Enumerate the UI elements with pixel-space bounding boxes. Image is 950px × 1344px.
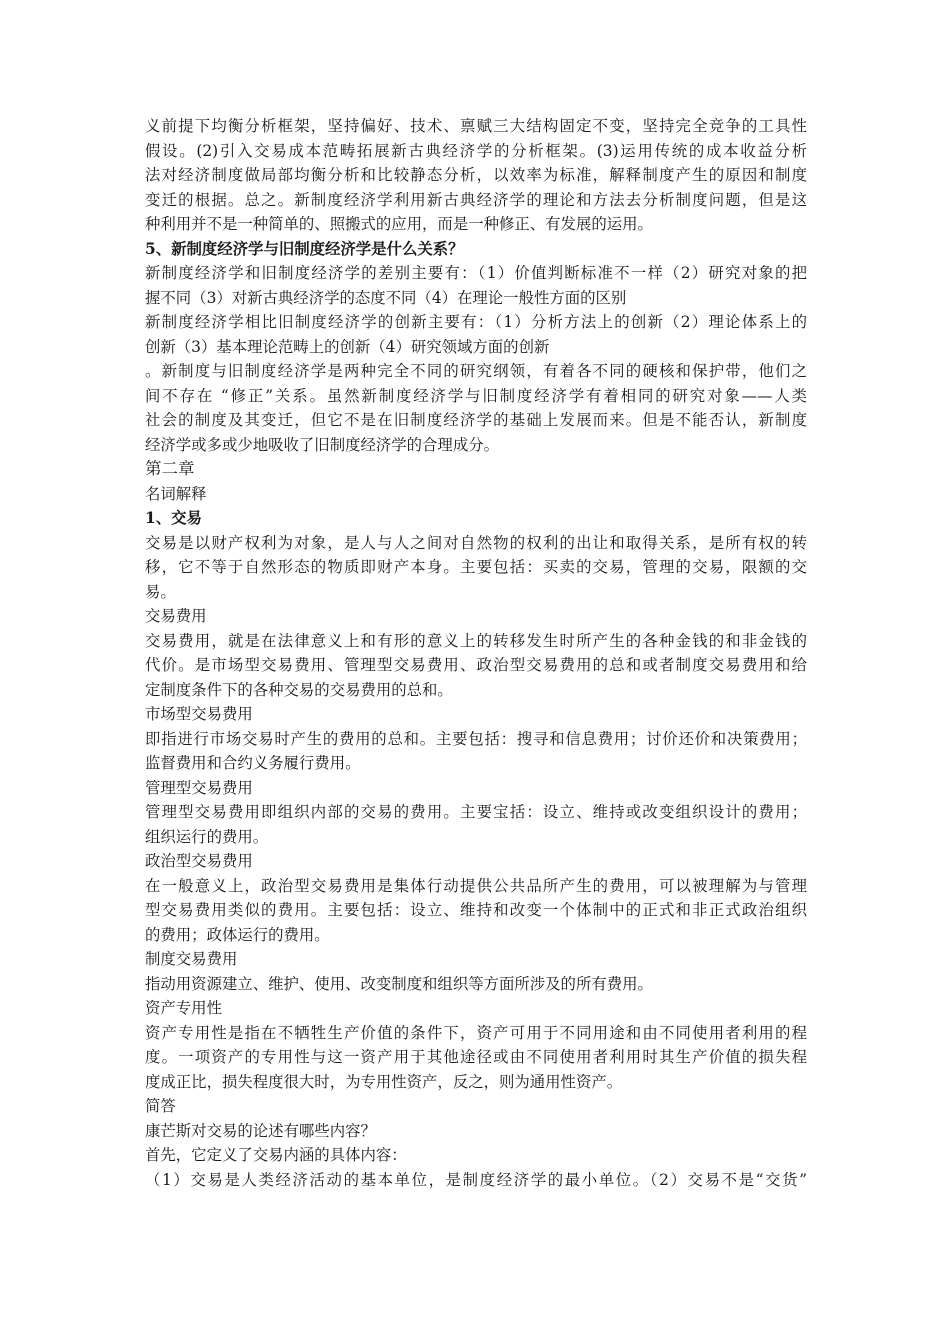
text-line: 握不同（3）对新古典经济学的态度不同（4）在理论一般性方面的区别	[145, 288, 627, 307]
text-line: 种利用并不是一种简单的、照搬式的应用，而是一种修正、有发展的运用。	[145, 215, 653, 233]
section-heading: 5、新制度经济学与旧制度经济学是什么关系？	[145, 239, 464, 258]
text-line: 新制度经济学相比旧制度经济学的创新主要有：（1）分析方法上的创新（2）理论体系上的	[145, 313, 807, 331]
text-line: 假设。(2)引入交易成本范畴拓展新古典经济学的分析框架。(3)运用传统的成本收益分析	[145, 141, 807, 160]
text-line: 经济学或多或少地吸收了旧制度经济学的合理成分。	[145, 435, 499, 454]
text-line: 间不存在 “修正”关系。虽然新制度经济学与旧制度经济学有着相同的研究对象——人类	[145, 386, 807, 405]
text-line: 名词解释	[145, 484, 207, 503]
text-line: 代价。是市场型交易费用、管理型交易费用、政治型交易费用的总和或者制度交易费用和给	[145, 656, 807, 674]
text-line: 管理型交易费用	[145, 778, 253, 797]
text-line: 政治型交易费用	[145, 852, 253, 870]
text-line: 制度交易费用	[145, 950, 238, 968]
text-line: 法对经济制度做局部均衡分析和比较静态分析，以效率为标准，解释制度产生的原因和制度	[145, 166, 807, 184]
section-heading: 1、交易	[145, 509, 202, 527]
text-line: 。新制度与旧制度经济学是两种完全不同的研究纲领，有着各不同的硬核和保护带，他们之	[145, 362, 807, 380]
text-line: 康芒斯对交易的论述有哪些内容？	[145, 1121, 376, 1140]
text-line: 指动用资源建立、维护、使用、改变制度和组织等方面所涉及的所有费用。	[145, 974, 653, 993]
text-line: 资产专用性是指在不牺牲生产价值的条件下，资产可用于不同用途和由不同使用者利用的程	[145, 1023, 807, 1042]
text-line: 度。一项资产的专用性与这一资产用于其他途径或由不同使用者利用时其生产价值的损失程	[145, 1048, 807, 1066]
text-line: 的费用；政体运行的费用。	[145, 925, 330, 944]
document-page	[145, 114, 807, 1192]
text-line: 交易费用，就是在法律意义上和有形的意义上的转移发生时所产生的各种金钱的和非金钱的	[145, 631, 807, 650]
text-line: 组织运行的费用。	[145, 827, 269, 846]
text-line: 资产专用性	[145, 999, 222, 1017]
text-line: 市场型交易费用	[145, 705, 253, 723]
text-line: 变迁的根据。总之。新制度经济学利用新古典经济学的理论和方法去分析制度问题，但是这	[145, 190, 807, 209]
text-line: 新制度经济学和旧制度经济学的差别主要有：（1）价值判断标准不一样（2）研究对象的把	[145, 264, 807, 282]
section-heading: 第二章	[145, 459, 195, 478]
text-line: 定制度条件下的各种交易的交易费用的总和。	[145, 680, 453, 699]
text-line: 易。	[145, 582, 176, 601]
text-line: （1）交易是人类经济活动的基本单位，是制度经济学的最小单位。（2）交易不是“交货”	[145, 1170, 807, 1189]
text-line: 简答	[145, 1097, 176, 1115]
text-line: 移，它不等于自然形态的物质即财产本身。主要包括：买卖的交易，管理的交易，限额的交	[145, 558, 807, 576]
text-line: 监督费用和合约义务履行费用。	[145, 754, 361, 772]
text-line: 首先，它定义了交易内涵的具体内容：	[145, 1146, 407, 1164]
text-line: 创新（3）基本理论范畴上的创新（4）研究领域方面的创新	[145, 337, 550, 356]
text-line: 度成正比，损失程度很大时，为专用性资产，反之，则为通用性资产。	[145, 1072, 623, 1091]
text-line: 交易是以财产权利为对象，是人与人之间对自然物的权利的出让和取得关系，是所有权的转	[145, 533, 807, 552]
text-line: 义前提下均衡分析框架，坚持偏好、技术、禀赋三大结构固定不变，坚持完全竞争的工具性	[145, 117, 807, 135]
text-line: 即指进行市场交易时产生的费用的总和。主要包括：搜寻和信息费用；讨价还价和决策费用；	[145, 729, 807, 748]
text-line: 管理型交易费用即组织内部的交易的费用。主要宝括：设立、维持或改变组织设计的费用；	[145, 803, 807, 821]
text-line: 型交易费用类似的费用。主要包括：设立、维持和改变一个体制中的正式和非正式政治组织	[145, 901, 807, 919]
text-line: 在一般意义上，政治型交易费用是集体行动提供公共品所产生的费用，可以被理解为与管理	[145, 876, 807, 895]
text-line: 交易费用	[145, 607, 207, 625]
text-line: 社会的制度及其变迁，但它不是在旧制度经济学的基础上发展而来。但是不能否认，新制度	[145, 411, 807, 429]
